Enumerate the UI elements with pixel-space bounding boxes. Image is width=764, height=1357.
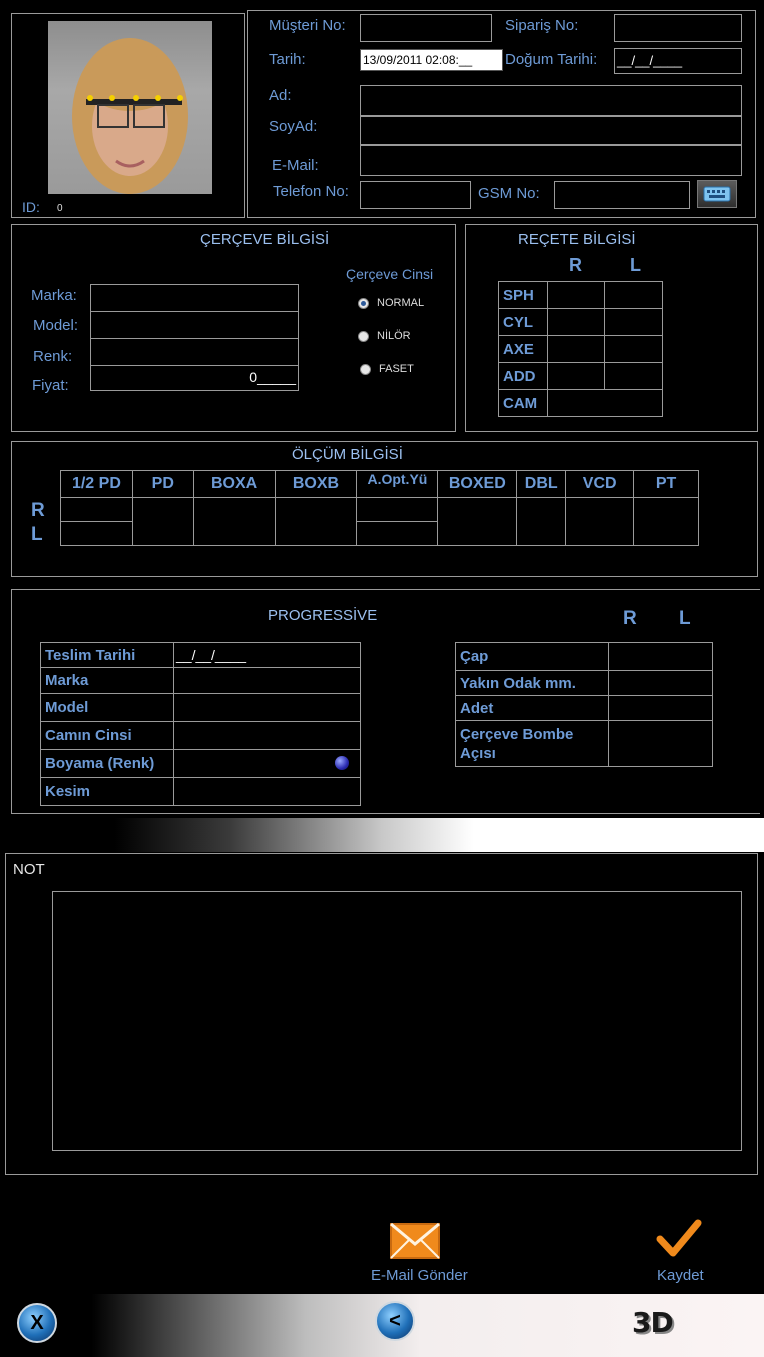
- fiyat-label: Fiyat:: [32, 377, 69, 394]
- prog-row-label: Teslim Tarihi: [41, 643, 174, 668]
- dogum-tarihi-input[interactable]: __/__/____: [614, 48, 742, 74]
- save-label: Kaydet: [657, 1267, 704, 1284]
- progressive-right-table: [455, 642, 713, 767]
- note-textarea[interactable]: [52, 891, 742, 1151]
- frame-title: ÇERÇEVE BİLGİSİ: [200, 231, 330, 248]
- cerceve-cinsi-label: Çerçeve Cinsi: [346, 266, 434, 282]
- prog-right-label: Çerçeve Bombe Açısı: [456, 721, 609, 767]
- tarih-label: Tarih:: [269, 51, 306, 68]
- email-send-button[interactable]: [366, 1218, 478, 1288]
- close-button[interactable]: [17, 1303, 57, 1343]
- ms-col-header: BOXED: [438, 471, 517, 498]
- marka-input[interactable]: [90, 284, 299, 312]
- prog-row-label: Kesim: [41, 778, 174, 806]
- id-label: ID:: [22, 199, 40, 215]
- measurement-title: ÖLÇÜM BİLGİSİ: [292, 446, 403, 463]
- measurement-r-label: R: [31, 500, 45, 521]
- tarih-input[interactable]: 13/09/2011 02:08:__: [360, 49, 503, 71]
- dogum-tarihi-label: Doğum Tarihi:: [505, 51, 598, 68]
- prog-right-label: Çap: [456, 643, 609, 671]
- keyboard-button[interactable]: [697, 180, 737, 208]
- prog-model-input[interactable]: [174, 694, 361, 722]
- prog-yakin-odak-input[interactable]: [609, 671, 713, 696]
- rx-cyl-l[interactable]: [605, 309, 663, 336]
- prog-cap-input[interactable]: [609, 643, 713, 671]
- id-value: 0: [57, 203, 63, 214]
- prog-right-label: Adet: [456, 696, 609, 721]
- save-button[interactable]: [652, 1216, 714, 1288]
- email-input[interactable]: [360, 145, 742, 176]
- ms-col-header: 1/2 PD: [61, 471, 133, 498]
- rx-sph-l[interactable]: [605, 282, 663, 309]
- prog-row-label: Camın Cinsi: [41, 722, 174, 750]
- measurement-l-label: L: [31, 524, 43, 545]
- rx-add-l[interactable]: [605, 363, 663, 390]
- radio-faset-label: FASET: [379, 363, 414, 375]
- ms-col-header: A.Opt.Yü: [357, 471, 438, 498]
- fiyat-input[interactable]: 0_____: [90, 365, 299, 391]
- ms-boxa[interactable]: [193, 498, 275, 546]
- ms-aopt-l[interactable]: [357, 522, 438, 546]
- gsm-label: GSM No:: [478, 185, 540, 202]
- ms-boxed[interactable]: [438, 498, 517, 546]
- prog-adet-input[interactable]: [609, 696, 713, 721]
- renk-input[interactable]: [90, 338, 299, 366]
- rx-sph-r[interactable]: [547, 282, 605, 309]
- rx-add-r[interactable]: [547, 363, 605, 390]
- soyad-label: SoyAd:: [269, 118, 318, 135]
- close-icon: X: [30, 1312, 44, 1334]
- rx-row-label: CAM: [499, 390, 548, 417]
- color-picker-icon[interactable]: [335, 756, 349, 770]
- email-label: E-Mail:: [272, 157, 319, 174]
- radio-normal[interactable]: [358, 298, 369, 309]
- model-input[interactable]: [90, 311, 299, 339]
- siparis-no-label: Sipariş No:: [505, 17, 579, 34]
- ms-col-header: VCD: [566, 471, 634, 498]
- keyboard-icon: [698, 181, 736, 207]
- rx-row-label: ADD: [499, 363, 548, 390]
- telefon-input[interactable]: [360, 181, 471, 209]
- ms-half-pd-l[interactable]: [61, 522, 133, 546]
- prog-teslim-input[interactable]: __/__/____: [174, 643, 361, 668]
- prog-right-label: Yakın Odak mm.: [456, 671, 609, 696]
- 3d-icon: 3D: [632, 1306, 673, 1339]
- rx-row-label: AXE: [499, 336, 548, 363]
- back-icon: <: [389, 1310, 401, 1332]
- measurement-table: [60, 470, 699, 546]
- prog-row-label: Boyama (Renk): [41, 750, 174, 778]
- ms-col-header: BOXA: [193, 471, 275, 498]
- prog-row-label: Marka: [41, 668, 174, 694]
- prog-marka-input[interactable]: [174, 668, 361, 694]
- ms-aopt-r[interactable]: [357, 498, 438, 522]
- ms-col-header: DBL: [517, 471, 566, 498]
- renk-label: Renk:: [33, 348, 73, 365]
- prog-cam-cinsi-input[interactable]: [174, 722, 361, 750]
- ms-pt[interactable]: [634, 498, 699, 546]
- customer-photo[interactable]: [48, 21, 212, 194]
- rx-axe-l[interactable]: [605, 336, 663, 363]
- 3d-view-button[interactable]: [632, 1306, 678, 1344]
- radio-nilor-label: NİLÖR: [377, 330, 411, 342]
- note-label: NOT: [13, 861, 45, 878]
- prescription-r-header: R: [569, 255, 582, 275]
- prog-kesim-input[interactable]: [174, 778, 361, 806]
- ad-input[interactable]: [360, 85, 742, 116]
- back-button[interactable]: [375, 1301, 415, 1341]
- musteri-no-label: Müşteri No:: [269, 17, 346, 34]
- ms-boxb[interactable]: [275, 498, 357, 546]
- telefon-label: Telefon No:: [273, 183, 349, 200]
- progressive-l-header: L: [679, 608, 691, 629]
- radio-nilor[interactable]: [358, 331, 369, 342]
- radio-faset[interactable]: [360, 364, 371, 375]
- ms-col-header: PT: [634, 471, 699, 498]
- radio-normal-label: NORMAL: [377, 297, 425, 309]
- ms-half-pd-r[interactable]: [61, 498, 133, 522]
- ms-col-header: BOXB: [275, 471, 357, 498]
- rx-axe-r[interactable]: [547, 336, 605, 363]
- ms-vcd[interactable]: [566, 498, 634, 546]
- prescription-table: [498, 281, 663, 417]
- ms-col-header: PD: [132, 471, 193, 498]
- soyad-input[interactable]: [360, 116, 742, 145]
- prog-bombe-input[interactable]: [609, 721, 713, 767]
- envelope-icon: [389, 1222, 441, 1260]
- prog-row-label: Model: [41, 694, 174, 722]
- siparis-no-input[interactable]: [614, 14, 742, 42]
- rx-cyl-r[interactable]: [547, 309, 605, 336]
- checkmark-icon: [656, 1219, 702, 1259]
- gsm-input[interactable]: [554, 181, 690, 209]
- prescription-title: REÇETE BİLGİSİ: [518, 231, 636, 248]
- progressive-left-table: [40, 642, 361, 806]
- progressive-r-header: R: [623, 608, 637, 629]
- rx-row-label: CYL: [499, 309, 548, 336]
- rx-row-label: SPH: [499, 282, 548, 309]
- section-divider: [0, 818, 764, 852]
- ms-pd[interactable]: [132, 498, 193, 546]
- email-send-label: E-Mail Gönder: [371, 1267, 468, 1284]
- prog-boyama-input[interactable]: [174, 750, 361, 778]
- musteri-no-input[interactable]: [360, 14, 492, 42]
- ad-label: Ad:: [269, 87, 292, 104]
- progressive-title: PROGRESSİVE: [268, 607, 378, 624]
- ms-dbl[interactable]: [517, 498, 566, 546]
- marka-label: Marka:: [31, 287, 77, 304]
- prescription-l-header: L: [630, 255, 641, 275]
- model-label: Model:: [33, 317, 79, 334]
- rx-cam[interactable]: [547, 390, 662, 417]
